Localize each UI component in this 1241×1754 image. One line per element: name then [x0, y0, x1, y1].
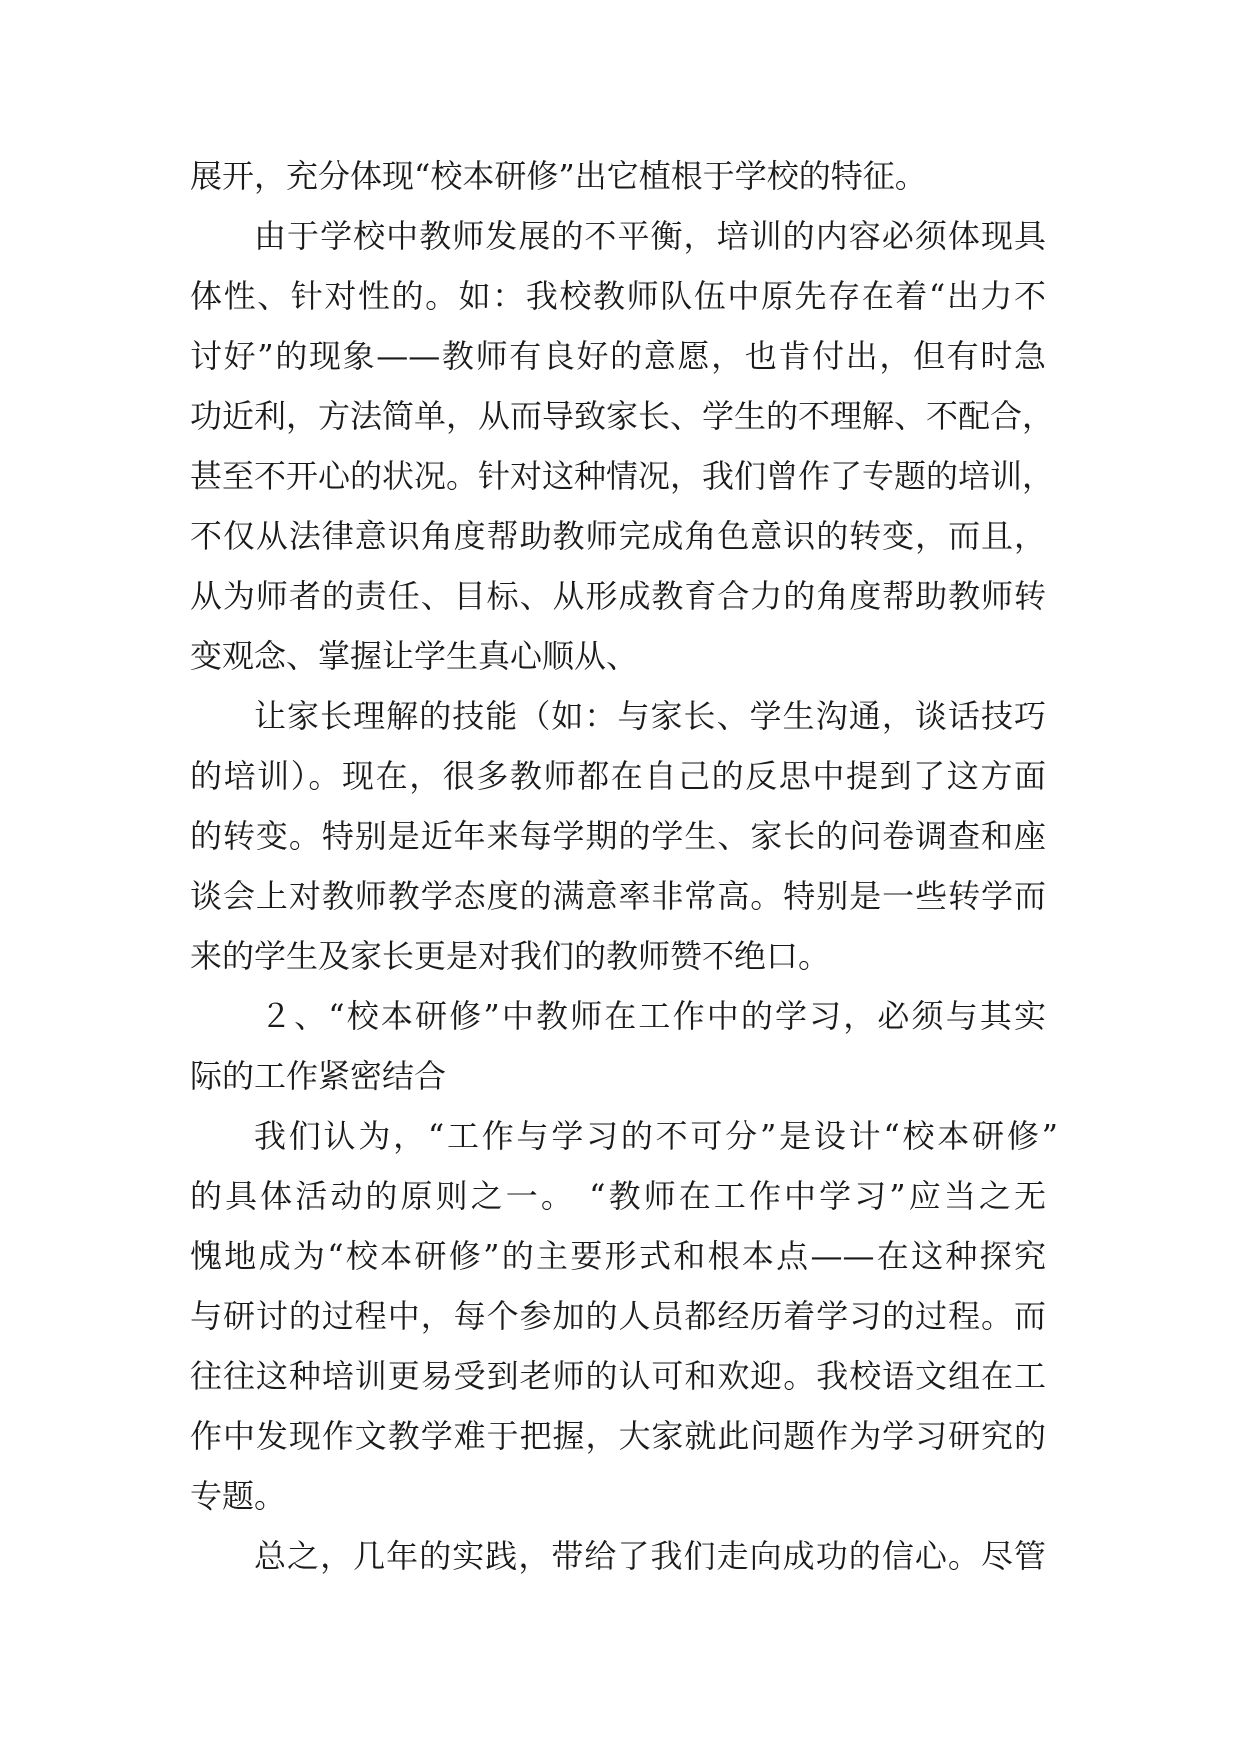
text-line: 由于学校中教师发展的不平衡，培训的内容必须体现具 — [254, 217, 1046, 255]
text-line: 展开，充分体现“校本研修”出它植根于学校的特征。 — [190, 157, 927, 195]
text-line: 作中发现作文教学难于把握，大家就此问题作为学习研究的 — [190, 1417, 1046, 1455]
text-line: 甚至不开心的状况。针对这种情况，我们曾作了专题的培训， — [190, 457, 1055, 495]
text-line: 的具体活动的原则之一。 “教师在工作中学习”应当之无 — [190, 1177, 1046, 1215]
section-heading-continued: 际的工作紧密结合 — [190, 1057, 447, 1095]
text-line: 来的学生及家长更是对我们的教师赞不绝口。 — [190, 937, 831, 975]
text-line: 的转变。特别是近年来每学期的学生、家长的问卷调查和座 — [190, 817, 1046, 855]
text-line: 总之，几年的实践，带给了我们走向成功的信心。尽管 — [254, 1537, 1046, 1575]
section-heading: ２、“校本研修”中教师在工作中的学习，必须与其实 — [260, 997, 1046, 1035]
text-line: 我们认为，“工作与学习的不可分”是设计“校本研修” — [254, 1117, 1058, 1155]
text-line: 谈会上对教师教学态度的满意率非常高。特别是一些转学而 — [190, 877, 1046, 915]
text-line: 与研讨的过程中，每个参加的人员都经历着学习的过程。而 — [190, 1297, 1046, 1335]
text-line: 变观念、掌握让学生真心顺从、 — [190, 637, 639, 675]
text-line: 愧地成为“校本研修”的主要形式和根本点——在这种探究 — [190, 1237, 1046, 1275]
text-line: 不仅从法律意识角度帮助教师完成角色意识的转变，而且， — [190, 517, 1046, 555]
text-line: 往往这种培训更易受到老师的认可和欢迎。我校语文组在工 — [190, 1357, 1046, 1395]
text-line: 从为师者的责任、目标、从形成教育合力的角度帮助教师转 — [190, 577, 1046, 615]
text-line: 讨好”的现象——教师有良好的意愿，也肯付出，但有时急 — [190, 337, 1046, 375]
text-line: 的培训）。现在，很多教师都在自己的反思中提到了这方面 — [190, 757, 1046, 795]
text-line: 让家长理解的技能（如：与家长、学生沟通，谈话技巧 — [254, 697, 1046, 735]
text-line: 体性、针对性的。如：我校教师队伍中原先存在着“出力不 — [190, 277, 1046, 315]
text-line: 专题。 — [190, 1477, 287, 1515]
text-line: 功近利，方法简单，从而导致家长、学生的不理解、不配合， — [190, 397, 1055, 435]
